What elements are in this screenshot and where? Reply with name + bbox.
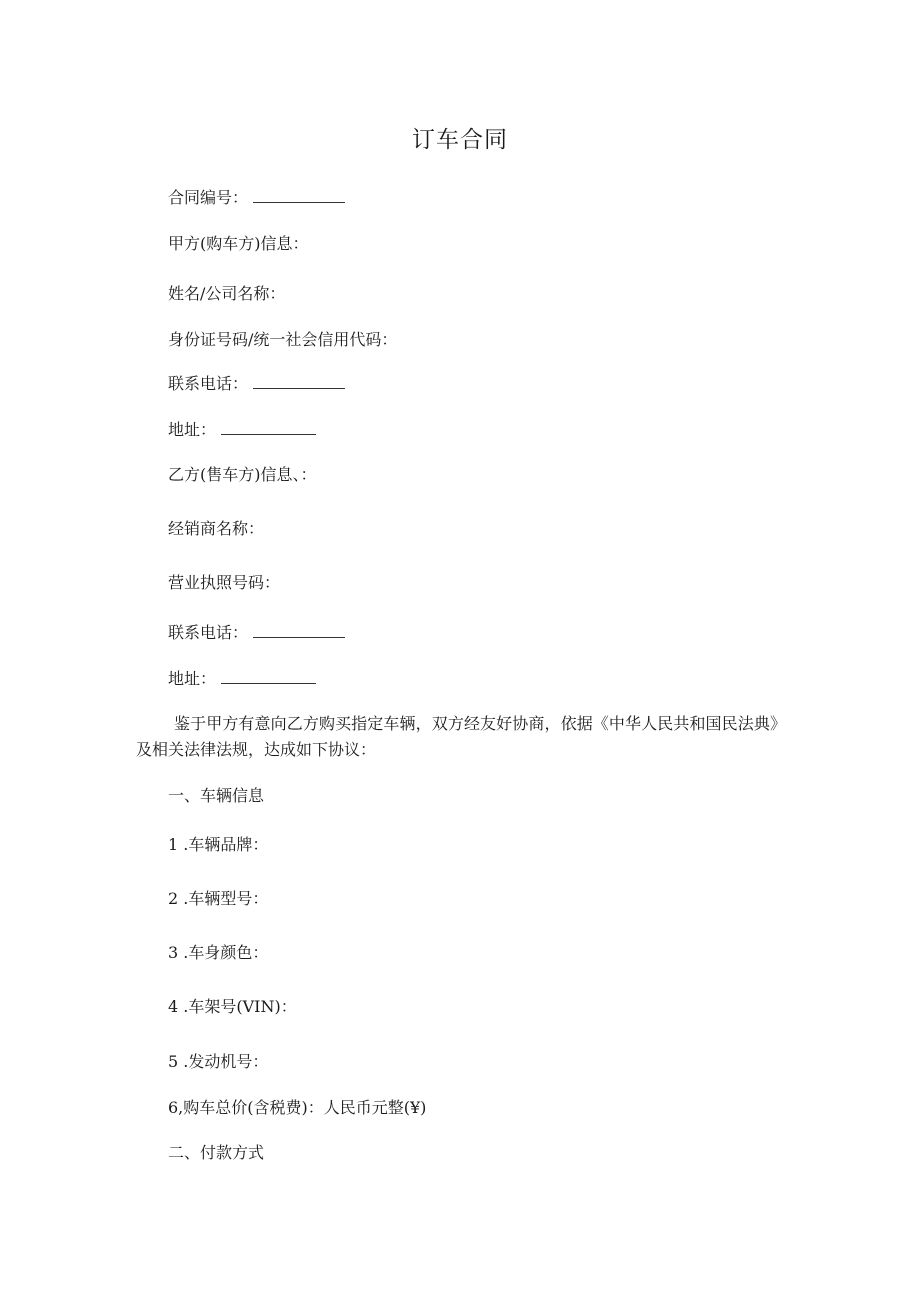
contract-number-line — [168, 187, 345, 209]
document-title: 订车合同 — [412, 127, 508, 153]
party-a-name-label: 姓名/公司名称： — [168, 284, 286, 303]
party-b-address-blank — [221, 669, 316, 684]
section-2-heading: 二、付款方式 — [168, 1143, 265, 1162]
party-a-address-label: 地址： — [168, 420, 217, 439]
party-a-id-label: 身份证号码/统一社会信用代码： — [168, 330, 398, 349]
party-a-address-line — [168, 419, 316, 441]
party-a-phone-label: 联系电话： — [168, 374, 249, 393]
party-b-heading: 乙方(售车方)信息、： — [168, 465, 317, 484]
vehicle-vin-item: 4 .车架号(VIN)： — [168, 997, 297, 1016]
party-b-phone-blank — [253, 623, 345, 638]
vehicle-model-item: 2 .车辆型号： — [168, 889, 269, 908]
vehicle-engine-item: 5 .发动机号： — [168, 1052, 269, 1071]
party-b-phone-label: 联系电话： — [168, 623, 249, 642]
preamble-paragraph: 鉴于甲方有意向乙方购买指定车辆，双方经友好协商，依据《中华人民共和国民法典》及相关法律法规，达成如下协议： — [136, 714, 786, 759]
party-a-heading: 甲方(购车方)信息： — [168, 234, 309, 253]
section-1-heading: 一、车辆信息 — [168, 786, 265, 805]
party-a-phone-line — [168, 373, 345, 395]
contract-number-blank — [253, 188, 345, 203]
party-b-address-label: 地址： — [168, 669, 217, 688]
party-b-dealer-label: 经销商名称： — [168, 519, 265, 538]
contract-number-label: 合同编号： — [168, 188, 249, 207]
party-a-phone-blank — [253, 374, 345, 389]
vehicle-color-item: 3 .车身颜色： — [168, 943, 269, 962]
party-b-address-line — [168, 668, 316, 690]
vehicle-brand-item: 1 .车辆品牌： — [168, 835, 269, 854]
total-price-item: 6,购车总价(含税费)：人民币元整(¥) — [168, 1098, 427, 1117]
party-b-license-label: 营业执照号码： — [168, 573, 281, 592]
party-a-address-blank — [221, 420, 316, 435]
party-b-phone-line — [168, 622, 345, 644]
